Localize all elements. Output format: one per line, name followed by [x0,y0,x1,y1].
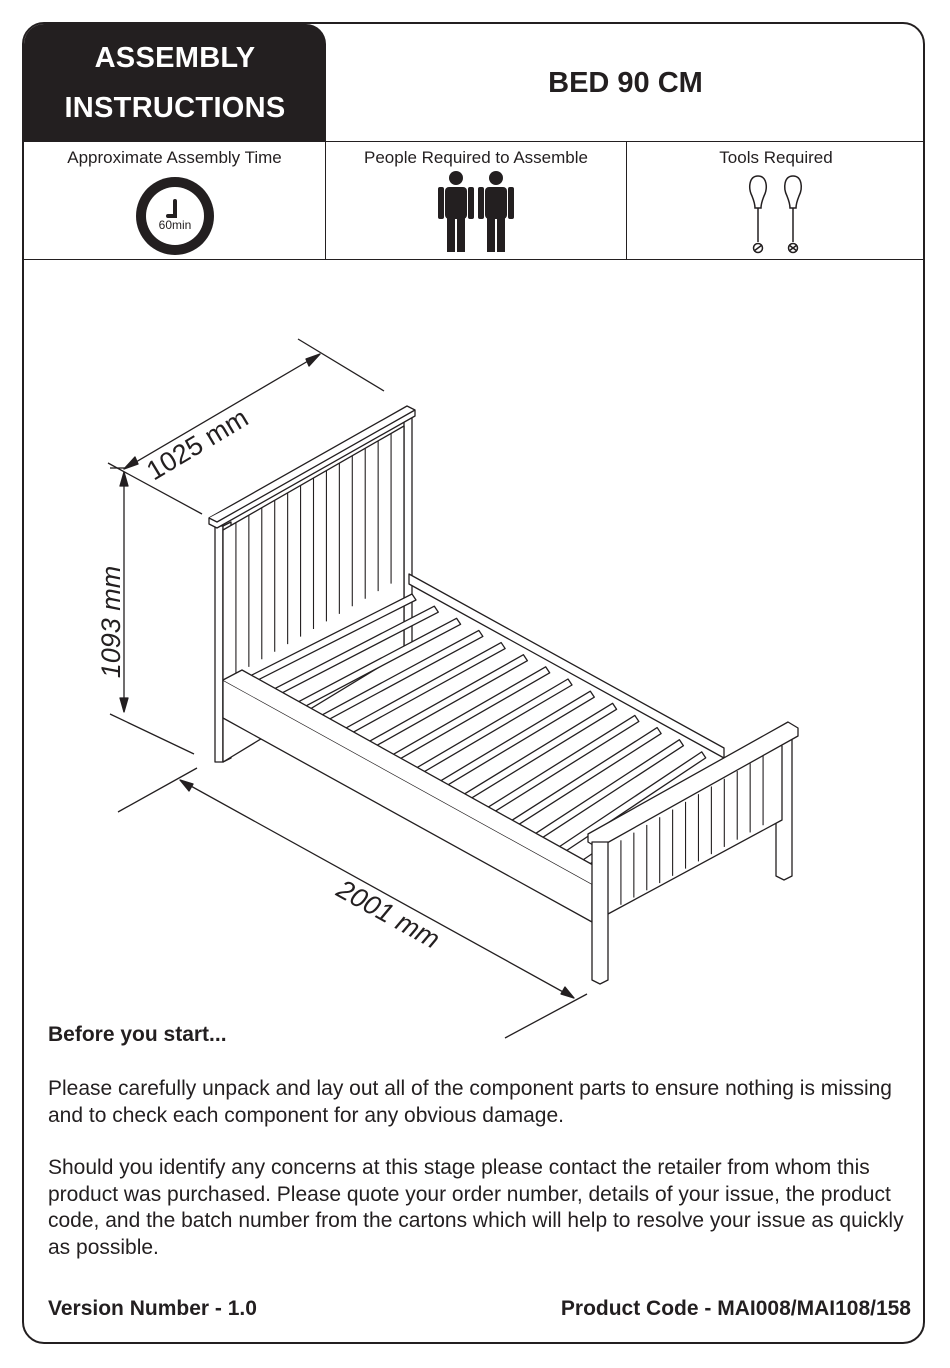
person-icon [438,171,474,252]
bed-slat [386,667,550,765]
far-side-rail [409,574,724,758]
version-number: Version Number - 1.0 [48,1297,257,1320]
title-line-1: ASSEMBLY [94,42,256,74]
bed-slat [481,715,639,817]
length-dimension-label: 2001 mm [331,873,445,955]
people-required-label: People Required to Assemble [364,148,588,167]
title-line-2: INSTRUCTIONS [64,92,286,124]
person-icon [478,171,514,252]
height-dimension-label: 1093 mm [96,565,126,679]
width-dimension-label: 1025 mm [141,402,254,487]
tools-required-label: Tools Required [719,148,833,167]
assembly-time-value: 60min [158,218,191,232]
bed-dimension-drawing [24,260,925,1040]
before-you-start-heading: Before you start... [48,1023,227,1046]
people-required-cell [326,142,626,260]
assembly-time-cell [24,142,325,260]
assembly-instructions-title [24,24,326,142]
product-code: Product Code - MAI008/MAI108/158 [560,1297,911,1320]
tool-icons [741,174,811,256]
near-side-rail [223,680,592,922]
product-name: BED 90 CM [548,66,703,99]
bed-slat [362,655,528,752]
concerns-paragraph: Should you identify any concerns at this stage please contact the retailer from whom this product was purchased. Please quote your order number, details of your issue, the product code, and the batch number from the cartons which will help to resolve your issue as quickly as possible. [48,1156,904,1259]
assembly-time-label: Approximate Assembly Time [67,148,282,167]
bed-slat [433,691,594,791]
unpack-paragraph: Please carefully unpack and lay out all of the component parts to ensure nothing is missing and to check each component for any obvious damage. [48,1077,892,1127]
bed-slat [457,703,616,804]
clock-icon [135,176,215,256]
instruction-sheet [22,22,925,1344]
flat-screwdriver-icon [750,176,766,253]
tools-required-cell [627,142,925,260]
phillips-screwdriver-icon [785,176,801,253]
bed-slat [410,679,573,778]
people-icons [436,170,516,254]
